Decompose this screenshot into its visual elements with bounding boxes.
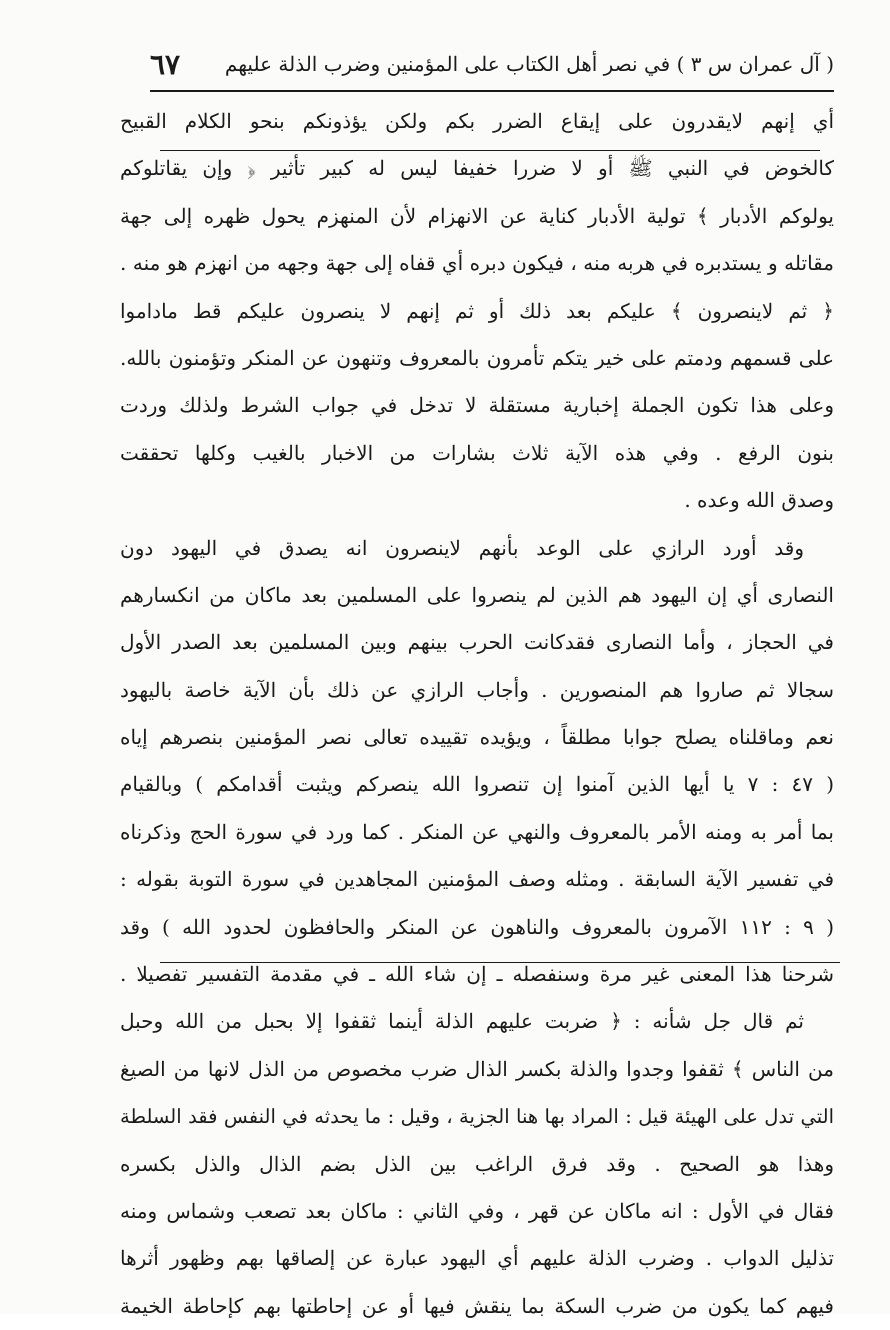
text-line: يولوكم الأدبار ﴾ تولية الأدبار كناية عن الانهزام لأن المنهزم يحول ظهره إلى جهة xyxy=(120,203,834,228)
text-line: ﴿ ثم لاينصرون ﴾ عليكم بعد ذلك أو ثم إنهم لا ينصرون عليكم قط ماداموا xyxy=(120,298,834,323)
text-line: النصارى أي إن اليهود هم الذين لم ينصروا على المسلمين بعد ماكان من انكسارهم xyxy=(120,582,834,607)
body-text xyxy=(120,98,834,1330)
text-line: كالخوض في النبي ﷺ أو لا ضررا خفيفا ليس له كبير تأثير ﴿ وإن يقاتلوكم xyxy=(120,156,834,181)
header-rule xyxy=(150,90,834,92)
running-title: ( آل عمران س ٣ ) في نصر أهل الكتاب على المؤمنين وضرب الذلة عليهم xyxy=(224,52,834,76)
text-line: وعلى هذا تكون الجملة إخبارية مستقلة لا تدخل في جواب الشرط ولذلك وردت xyxy=(120,393,834,418)
text-line: فيهم كما يكون من ضرب السكة بما ينقش فيها أو عن إحاطتها بهم كإحاطة الخيمة xyxy=(120,1293,834,1318)
text-line: شرحنا هذا المعنى غير مرة وسنفصله ـ إن شاء الله ـ في مقدمة التفسير تفصيلا . xyxy=(120,962,834,987)
text-line: التي تدل على الهيئة قيل : المراد بها هنا الجزية ، وقيل : ما يحدثه في النفس فقد السلطة xyxy=(120,1105,834,1129)
text-line: ثم قال جل شأنه : ﴿ ضربت عليهم الذلة أينما ثقفوا إلا بحبل من الله وحبل xyxy=(120,1009,804,1034)
text-line: على قسمهم ودمتم على خير يتكم تأمرون بالمعروف وتنهون عن المنكر وتؤمنون بالله. xyxy=(120,345,834,370)
text-line: ( ٩ : ١١٢ الآمرون بالمعروف والناهون عن المنكر والحافظون لحدود الله ) وقد xyxy=(120,914,834,939)
page-header xyxy=(150,44,834,84)
text-line: مقاتله و يستدبره في هربه منه ، فيكون دبره أي قفاه إلى جهة وجهه من انهزم هو منه . xyxy=(120,251,834,276)
text-line: ( ٤٧ : ٧ يا أيها الذين آمنوا إن تنصروا الله ينصركم ويثبت أقدامكم ) وبالقيام xyxy=(120,772,834,797)
text-line: تذليل الدواب . وضرب الذلة عليهم أي اليهود عبارة عن إلصاقها بهم وظهور أثرها xyxy=(120,1246,834,1271)
text-line: سجالا ثم صاروا هم المنصورين . وأجاب الرازي عن ذلك بأن الآية خاصة باليهود xyxy=(120,677,834,702)
text-line: بما أمر به ومنه الأمر بالمعروف والنهي عن المنكر . كما ورد في سورة الحج وذكرناه xyxy=(120,819,834,844)
text-line: أي إنهم لايقدرون على إيقاع الضرر بكم ولكن يؤذونكم بنحو الكلام القبيح xyxy=(120,109,834,133)
text-line: نعم وماقلناه يصلح جوابا مطلقاً ، ويؤيده تقييده تعالى نصر المؤمنين بنصرهم إياه xyxy=(120,725,834,750)
page-number: ٦٧ xyxy=(150,47,181,81)
text-line: وصدق الله وعده . xyxy=(684,488,834,513)
text-line: وقد أورد الرازي على الوعد بأنهم لاينصرون انه يصدق في اليهود دون xyxy=(120,535,804,560)
text-line: من الناس ﴾ ثقفوا وجدوا والذلة بكسر الذال ضرب مخصوص من الذل لانها من الصيغ xyxy=(120,1056,834,1081)
text-line: فقال في الأول : انه ماكان عن قهر ، وفي الثاني : ماكان بعد تصعب وشماس ومنه xyxy=(120,1198,834,1223)
text-line: في الحجاز ، وأما النصارى فقدكانت الحرب بينهم وبين المسلمين بعد الصدر الأول xyxy=(120,630,834,655)
text-line: وهذا هو الصحيح . وقد فرق الراغب بين الذل بضم الذال والذل بكسره xyxy=(120,1151,834,1176)
text-line: في تفسير الآية السابقة . ومثله وصف المؤمنين المجاهدين في سورة التوبة بقوله : xyxy=(120,867,834,892)
text-line: بنون الرفع . وفي هذه الآية ثلاث بشارات من الاخبار بالغيب وكلها تحققت xyxy=(120,440,834,465)
